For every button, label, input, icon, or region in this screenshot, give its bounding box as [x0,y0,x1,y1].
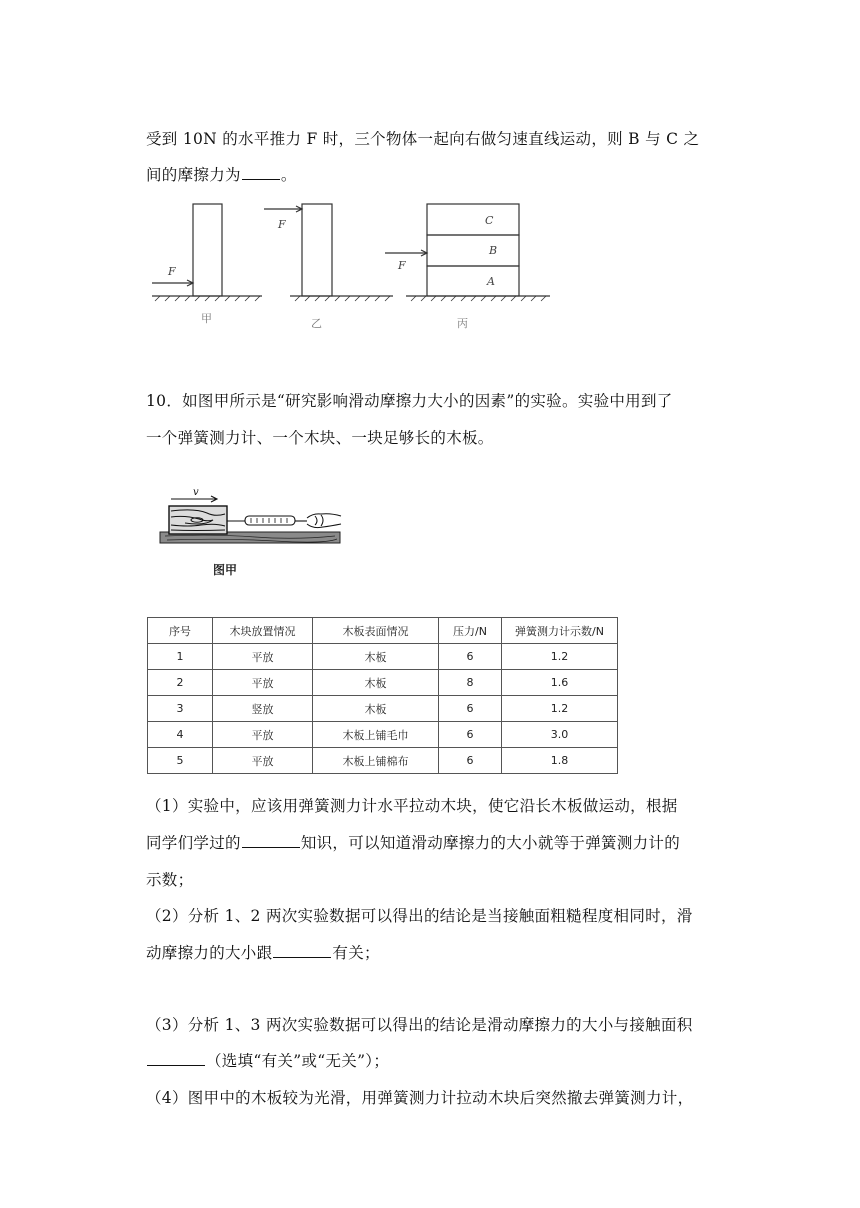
block-a-label: A [487,275,495,288]
sub3-line2 [146,1049,389,1071]
header-surface: 木板表面情况 [313,618,439,644]
cell-reading: 1.8 [502,748,618,774]
sub3-line1: （3）分析 1、3 两次实验数据可以得出的结论是滑动摩擦力的大小与接触面积 [146,1016,693,1034]
cell-index: 2 [148,670,213,696]
sub4-line1: （4）图甲中的木板较为光滑，用弹簧测力计拉动木块后突然撤去弹簧测力计， [146,1089,694,1107]
sub1-line3: 示数； [146,871,194,889]
cell-surface: 木板上铺毛巾 [313,722,439,748]
cell-pressure: 8 [439,670,502,696]
sub2-line1: （2）分析 1、2 两次实验数据可以得出的结论是当接触面粗糙程度相同时，滑 [146,907,693,925]
cell-reading: 1.2 [502,696,618,722]
hand [307,514,341,528]
table-row [148,670,618,696]
caption-bing: 丙 [457,317,468,330]
cell-reading: 3.0 [502,722,618,748]
sub2-line2-pre: 动摩擦力的大小跟 [146,944,273,962]
velocity-label: v [193,487,199,498]
q9-line2-post: 。 [280,166,297,184]
force-label-jia: F [168,265,176,278]
block-b-label: B [489,244,498,257]
force-label-yi: F [278,218,286,231]
block-jia [193,204,222,296]
cell-placement: 平放 [213,748,313,774]
sub1-line1: （1）实验中，应该用弹簧测力计水平拉动木块，使它沿长木板做运动，根据 [146,797,678,815]
cell-index: 1 [148,644,213,670]
cell-index: 5 [148,748,213,774]
sub1-line2-post: 知识，可以知道滑动摩擦力的大小就等于弹簧测力计的 [300,834,681,852]
data-table [147,617,618,774]
sub1-line2 [146,831,680,853]
q9-text-line2 [146,163,297,185]
cell-placement: 竖放 [213,696,313,722]
cell-reading: 1.2 [502,644,618,670]
block-a [427,266,519,296]
q10-figure [155,480,355,580]
sub1-line2-pre: 同学们学过的 [146,834,241,852]
header-pressure: 压力/N [439,618,502,644]
header-reading: 弹簧测力计示数/N [502,618,618,644]
block-b [427,235,519,266]
header-placement: 木块放置情况 [213,618,313,644]
caption-jia: 甲 [201,312,212,325]
ground-hatch-jia [155,296,260,301]
table-row [148,748,618,774]
spring-scale [245,516,295,525]
answer-blank[interactable] [242,164,280,181]
ground-hatch-yi [295,296,390,301]
cell-index: 3 [148,696,213,722]
cell-reading: 1.6 [502,670,618,696]
header-index: 序号 [148,618,213,644]
block-yi [302,204,332,296]
table-row [148,696,618,722]
cell-surface: 木板 [313,670,439,696]
table-header-row [148,618,618,644]
cell-placement: 平放 [213,722,313,748]
figure-caption: 图甲 [212,563,238,577]
cell-index: 4 [148,722,213,748]
sub3-line2-post: （选填“有关”或“无关”）； [206,1052,390,1070]
block-c-label: C [485,214,494,227]
cell-placement: 平放 [213,670,313,696]
answer-blank[interactable] [147,1050,205,1067]
q10-text-line1: 10．如图甲所示是“研究影响滑动摩擦力大小的因素”的实验。实验中用到了 [146,392,673,410]
q9-text-line1: 受到 10N 的水平推力 F 时，三个物体一起向右做匀速直线运动，则 B 与 C 之 [146,130,700,148]
cell-pressure: 6 [439,644,502,670]
answer-blank[interactable] [273,942,331,959]
cell-pressure: 6 [439,722,502,748]
ground-hatch-bing [411,296,546,301]
cell-pressure: 6 [439,696,502,722]
cell-surface: 木板 [313,644,439,670]
answer-blank[interactable] [242,832,300,849]
table-row [148,722,618,748]
table-row [148,644,618,670]
sub2-line2-post: 有关； [332,944,380,962]
q10-text-line2: 一个弹簧测力计、一个木块、一块足够长的木板。 [146,429,494,447]
cell-placement: 平放 [213,644,313,670]
block-c [427,204,519,235]
caption-yi: 乙 [311,317,322,330]
q9-figure [140,195,570,335]
cell-surface: 木板上铺棉布 [313,748,439,774]
sub2-line2 [146,941,380,963]
q9-line2-pre: 间的摩擦力为 [146,166,241,184]
cell-pressure: 6 [439,748,502,774]
cell-surface: 木板 [313,696,439,722]
force-label-bing: F [398,259,406,272]
